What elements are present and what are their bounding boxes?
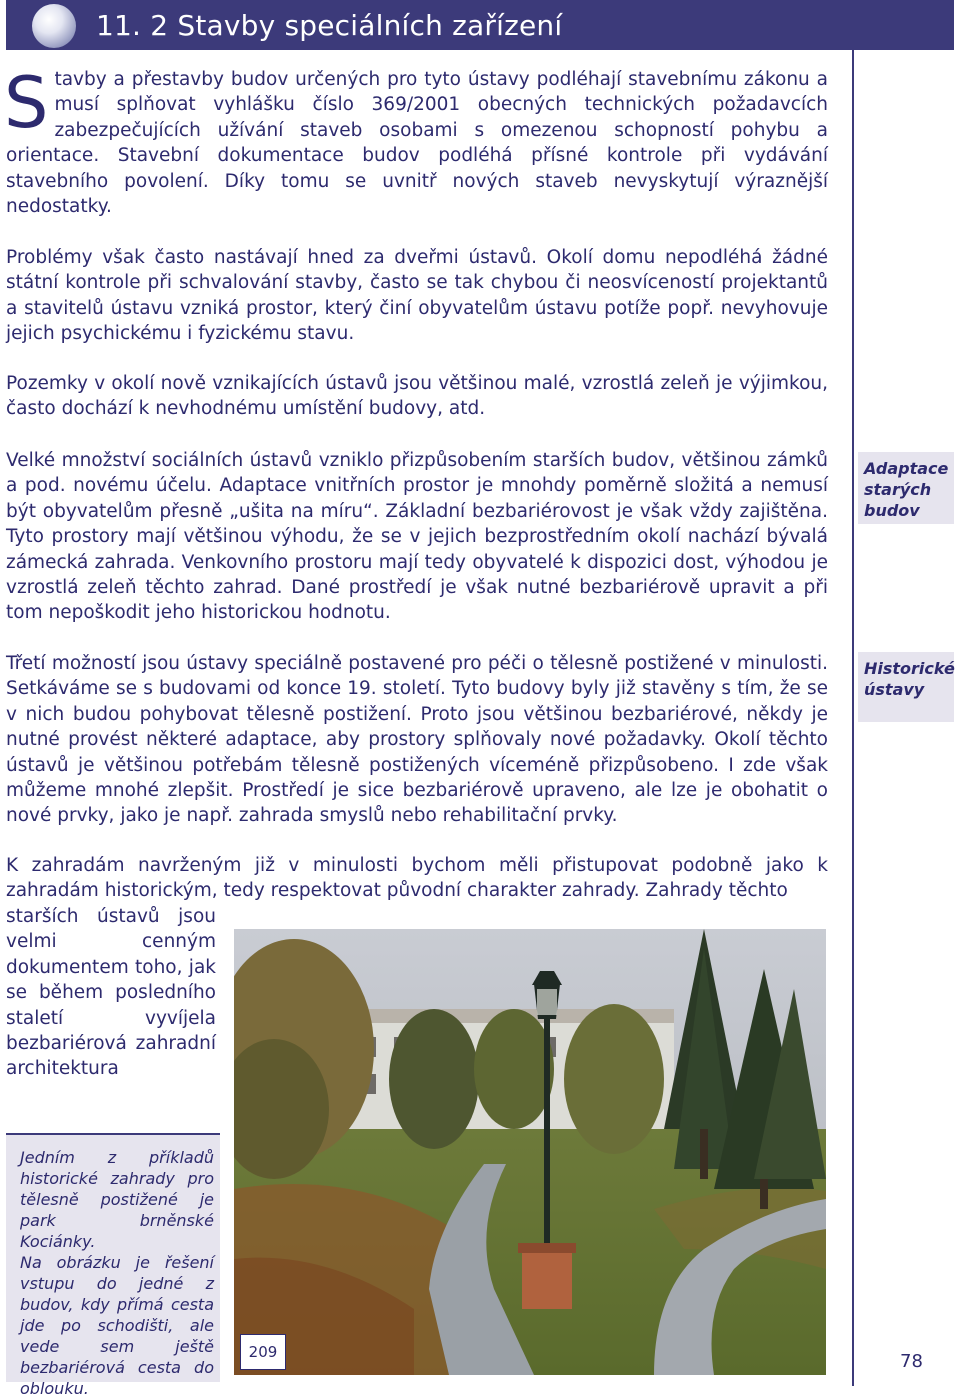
paragraph-6-narrow-text: starších ústavů jsou velmi cenným dokumentem toho, jak se během posledního staletí vyvíjela bezbariérová zahradní architektura: [6, 906, 216, 1080]
paragraph-5: [6, 651, 828, 829]
figure-caption: [6, 1133, 220, 1398]
paragraph-2: [6, 245, 828, 347]
paragraph-3-text: Pozemky v okolí nově vznikajících ústavů jsou většinou malé, vzrostlá zeleň je výjimkou, často dochází k nevhodnému umístění budovy, atd.: [6, 373, 828, 420]
caption-text-2: Na obrázku je řešení vstupu do jedné z budov, kdy přímá cesta jde po schodišti, ale vede sem ještě bezbariérová cesta do oblouku.: [20, 1253, 214, 1398]
section-title: 11. 2 Stavby speciálních zařízení: [96, 9, 563, 42]
paragraph-6-continuation: [6, 904, 216, 1082]
park-photo: [234, 929, 826, 1375]
paragraph-2-text: Problémy však často nastávají hned za dveřmi ústavů. Okolí domu nepodléhá žádné státní kontrole při schvalování stavby, často se tak chybou či neosvíceností projektantů a stavitelů ústavu vzniká prostor, který činí obyvatelům ústavu potíže popř. nevyhovuje jejich psychickému i fyzickému stavu.: [6, 247, 828, 345]
paragraph-1-text: tavby a přestavby budov určených pro tyto ústavy podléhají stavebnímu zákonu a musí splňovat vyhlášku číslo 369/2001 obecných technických požadavcích zabezpečujících užívání staveb osobami s omezenou schopností pohybu a orientace. Stavební dokumentace budov podléhá přísné kontrole při vydávání stavebního povolení. Díky tomu se uvnitř nových staveb nevyskytují výraznější nedostatky.: [6, 69, 828, 218]
paragraph-6-text: K zahradám navrženým již v minulosti bychom měli přistupovat podobně jako k zahradám historickým, tedy respektovat původní charakter zahrady. Zahrady těchto: [6, 855, 828, 902]
paragraph-3: [6, 371, 828, 422]
drop-cap: S: [4, 62, 49, 144]
side-note-historicke: Historické ústavy: [858, 652, 954, 722]
paragraph-4-text: Velké množství sociálních ústavů vzniklo přizpůsobením starších budov, většinou zámků a pod. novému účelu. Adaptace vnitřních prostor je mnohdy poměrně složitá a nemusí být obyvatelům přesně „ušita na míru“. Základní bezbariérovost je však vždy zajištěna. Tyto prostory mají většinou výhodu, že se v jejich bezprostředním okolí nachází bývalá zámecká zahrada. Venkovního prostoru mají tedy obyvatelé k dispozici dost, výhodou je vzrostlá zeleň těchto zahrad. Dané prostředí je však nutné bezbariérově upravit a při tom nepoškodit jeho historickou hodnotu.: [6, 450, 828, 624]
header-orb-icon: [32, 4, 76, 48]
side-note-adaptace: Adaptace starých budov: [858, 452, 954, 524]
paragraph-4: [6, 448, 828, 626]
park-photo-illustration: [234, 929, 826, 1375]
caption-text-1: Jedním z příkladů historické zahrady pro tělesně postižené je park brněnské Kociánky.: [20, 1148, 214, 1251]
paragraph-1: [4, 62, 828, 219]
margin-divider: [852, 50, 854, 1386]
page-number: 78: [900, 1351, 923, 1372]
paragraph-5-text: Třetí možností jsou ústavy speciálně postavené pro péči o tělesně postižené v minulosti. Setkáváme se s budovami od konce 19. století. Tyto budovy byly již stavěny s tím, že se v nich budou pohybovat tělesně postižení. Proto jsou většinou bezbariérové, někdy je nutné provést některé adaptace, aby prostory splňovaly nové požadavky. Okolí těchto ústavů je většinou potřebám tělesně postižených víceméně přizpůsobeno. I zde však můžeme mnohé zlepšit. Prostředí je sice bezbariérově upraveno, ale lze je obohatit o nové prvky, jako je např. zahrada smyslů nebo rehabilitační prvky.: [6, 653, 828, 827]
figure-number: 209: [240, 1334, 286, 1370]
paragraph-6: [6, 853, 828, 904]
